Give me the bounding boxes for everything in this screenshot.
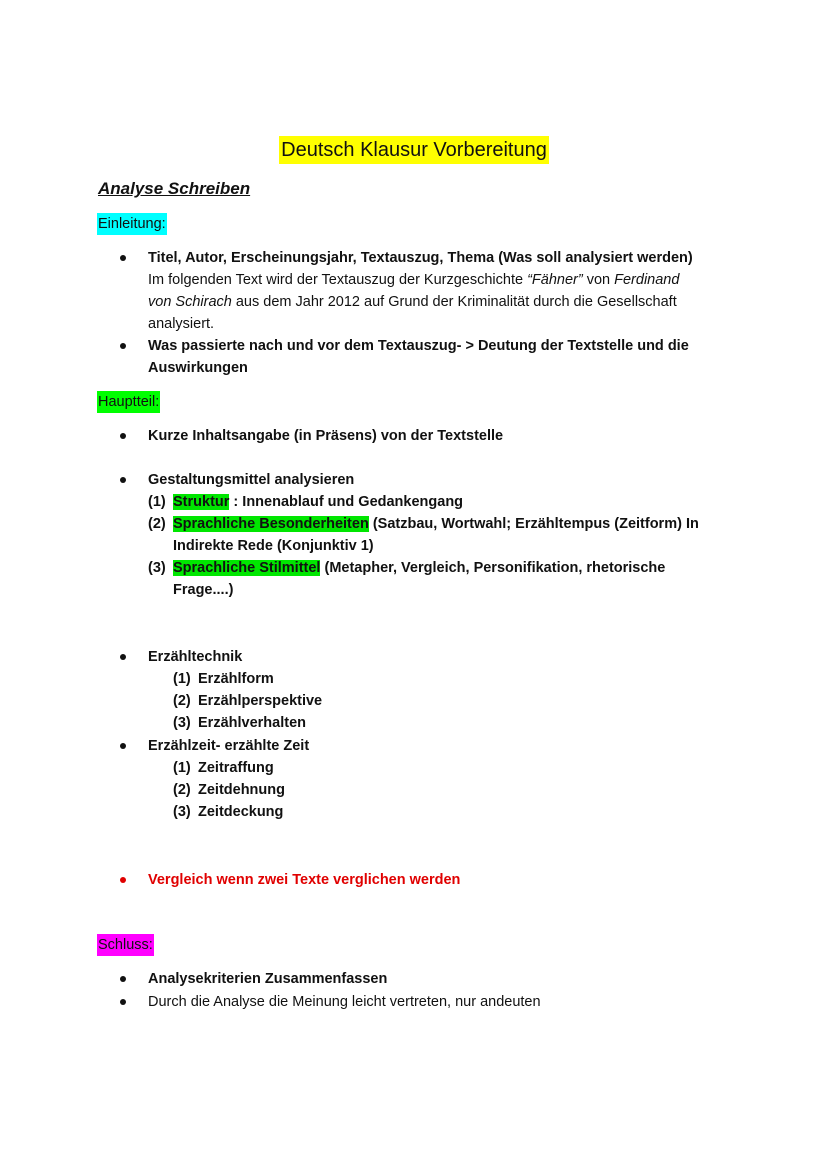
bullet-icon — [120, 255, 126, 261]
section-label-hauptteil: Hauptteil: — [97, 391, 160, 413]
list-item — [120, 469, 720, 491]
list-item — [120, 968, 720, 990]
bullet-icon — [120, 477, 126, 483]
numbered-item: (2) Erzählperspektive — [173, 693, 323, 709]
section-label-einleitung: Einleitung: — [97, 213, 167, 235]
title-wrapper — [0, 136, 828, 164]
bullet-text: Gestaltungsmittel analysieren — [148, 472, 355, 488]
bullet-text: Auswirkungen — [148, 360, 248, 376]
list-item — [120, 247, 720, 335]
bullet-text: Kurze Inhaltsangabe (in Präsens) von der Textstelle — [148, 428, 504, 444]
list-item — [120, 869, 720, 891]
list-item — [120, 646, 720, 668]
list-item — [120, 991, 720, 1013]
bullet-text: Erzählzeit- erzählte Zeit — [148, 738, 310, 754]
list-item — [120, 335, 720, 379]
bullet-text: Durch die Analyse die Meinung leicht vertreten, nur andeuten — [148, 994, 541, 1010]
bullet-text: von Schirach aus dem Jahr 2012 auf Grund der Kriminalität durch die Gesellschaft — [148, 294, 677, 310]
numbered-item: (3) Zeitdeckung — [173, 804, 284, 820]
bullet-text: Analysekriterien Zusammenfassen — [148, 971, 388, 987]
highlight-term: Sprachliche Stilmittel — [173, 560, 321, 576]
bullet-icon — [120, 743, 126, 749]
numbered-item: (2) Zeitdehnung — [173, 782, 285, 798]
bullet-icon — [120, 999, 126, 1005]
bullet-icon — [120, 976, 126, 982]
highlight-term: Sprachliche Besonderheiten — [173, 516, 369, 532]
numbered-item: (3) Erzählverhalten — [173, 715, 306, 731]
bullet-text: Vergleich wenn zwei Texte verglichen werden — [148, 872, 461, 888]
list-item — [120, 735, 720, 757]
section-label-schluss: Schluss: — [97, 934, 154, 956]
bullet-icon — [120, 877, 126, 883]
numbered-item: (2) Sprachliche Besonderheiten (Satzbau, Wortwahl; Erzähltempus (Zeitform) In Indirekte Rede (Konjunktiv 1) — [148, 516, 699, 554]
bullet-icon — [120, 343, 126, 349]
page-title: Deutsch Klausur Vorbereitung — [279, 136, 549, 164]
bullet-text: Titel, Autor, Erscheinungsjahr, Textauszug, Thema (Was soll analysiert werden) — [148, 250, 693, 266]
highlight-term: Struktur — [173, 494, 230, 510]
numbered-item: (3) Sprachliche Stilmittel (Metapher, Vergleich, Personifikation, rhetorische Frage....) — [148, 560, 666, 598]
bullet-text: Im folgenden Text wird der Textauszug der Kurzgeschichte “Fähner” von Ferdinand — [148, 272, 680, 288]
numbered-item: (1) Struktur : Innenablauf und Gedankengang — [148, 494, 464, 510]
numbered-item: (1) Erzählform — [173, 671, 274, 687]
bullet-icon — [120, 433, 126, 439]
bullet-icon — [120, 654, 126, 660]
bullet-text: Was passierte nach und vor dem Textauszug- > Deutung der Textstelle und die — [148, 338, 689, 354]
bullet-text: Erzähltechnik — [148, 649, 243, 665]
numbered-item: (1) Zeitraffung — [173, 760, 274, 776]
subheading: Analyse Schreiben — [98, 179, 251, 198]
bullet-text: analysiert. — [148, 316, 215, 332]
list-item — [120, 425, 720, 447]
